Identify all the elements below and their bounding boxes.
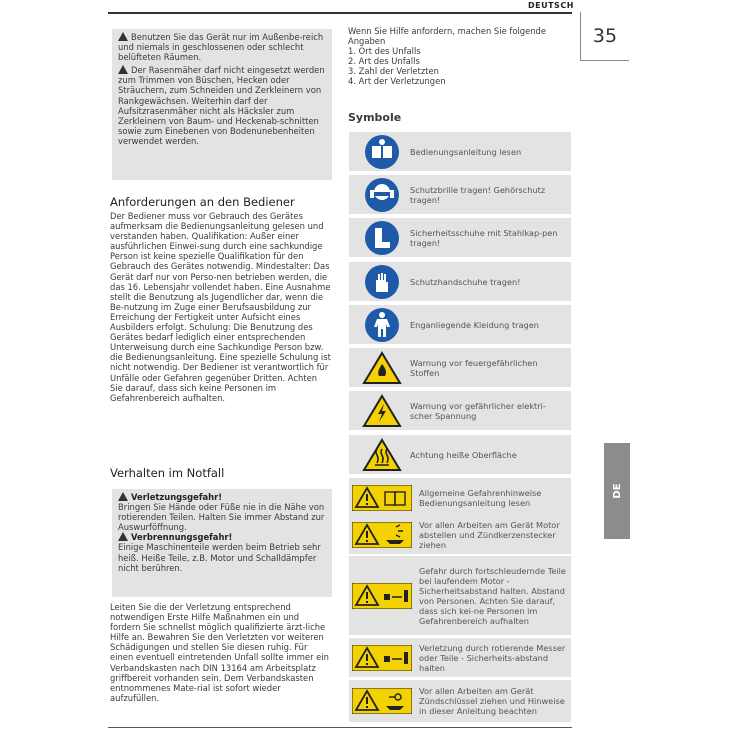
symbol-row: Allgemeine Gefahrenhinweise Bedienungsanleitung lesen bbox=[349, 478, 571, 517]
thrown-objects-icon bbox=[352, 583, 412, 609]
danger-title-burn: Verbrennungsgefahr! bbox=[131, 532, 233, 543]
footer-rule bbox=[108, 727, 572, 728]
warning-triangle-icon bbox=[118, 65, 128, 74]
danger-title-injury: Verletzungsgefahr! bbox=[131, 492, 223, 502]
hot-surface-warning-icon bbox=[361, 437, 403, 473]
emergency-info-list bbox=[348, 26, 574, 87]
page-number: 35 bbox=[580, 12, 629, 61]
symbol-row: Vor allen Arbeiten am Gerät Motor abstellen und Zündkerzenstecker ziehen bbox=[349, 515, 571, 554]
symbol-row: Verletzung durch rotierende Messer oder Teile - Sicherheits-abstand halten bbox=[349, 638, 571, 677]
gloves-icon bbox=[361, 264, 403, 300]
symbol-row: Achtung heiße Oberfläche bbox=[349, 435, 571, 474]
safety-boots-icon bbox=[361, 220, 403, 256]
electric-warning-icon bbox=[361, 393, 403, 429]
flammable-warning-icon bbox=[361, 350, 403, 386]
emergency-info-item: 1. Ort des Unfalls bbox=[348, 46, 421, 57]
anforderungen-text: Der Bediener muss vor Gebrauch des Gerätes aufmerksam die Bedienungsanleitung gelesen und verstanden haben. Qualifikation: Außer einer ausführlichen Einwei-sung durch eine sachkundige Person ist keine spezielle Qualifikation für den Gebrauch des Gerätes notwendig. Mindestalter: Das Gerät darf nur von Perso-nen betrieben werden, die das 16. Lebensjahr vollendet haben. Eine Ausnahme stellt die Benutzung als Jugendlicher dar, wenn die Be-nutzung im Zuge einer Berufsausbildung zur Erreichung der Fertigkeit unter Aufsicht eines Ausbilders erfolgt. Schulung: Die Benutzung des Gerätes bedarf lediglich einer entsprechenden Unterweisung durch eine Sachkundige Person bzw. die Bedienungsanleitung. Eine spezielle Schulung ist nicht notwendig. Der Bediener ist verantwortlich für Unfälle oder Gefahren gegenüber Dritten. Achten Sie darauf, dass sich keine Personen im Gefahrenbereich aufhalten. bbox=[110, 211, 331, 403]
symbol-row: Gefahr durch fortschleudernde Teile bei laufendem Motor - Sicherheitsabstand halten. Abstand von Personen. Achten Sie darauf, dass sich kei-ne Personen im Gefahrenbereich aufhalten bbox=[349, 556, 571, 635]
language-tab-label: DE bbox=[611, 483, 623, 499]
read-manual-icon bbox=[361, 134, 403, 170]
remove-key-icon bbox=[352, 688, 412, 714]
warning-outdoor: Benutzen Sie das Gerät nur im Außenbe-reich und niemals in geschlossenen oder schlecht belüfteten Räumen. bbox=[118, 32, 324, 63]
symbol-row: Warnung vor gefährlicher elektri-scher Spannung bbox=[349, 391, 571, 430]
section-title-symbole: Symbole bbox=[348, 111, 402, 124]
warning-triangle-icon bbox=[118, 32, 128, 41]
warning-triangle-icon bbox=[118, 532, 128, 541]
language-header: DEUTSCH bbox=[528, 1, 574, 10]
eye-ear-protection-icon bbox=[361, 177, 403, 213]
symbol-row: Schutzbrille tragen! Gehörschutz tragen! bbox=[349, 175, 571, 214]
section-title-notfall: Verhalten im Notfall bbox=[110, 466, 225, 480]
symbol-row: Vor allen Arbeiten am Gerät Zündschlüssel ziehen und Hinweise in dieser Anleitung beachten bbox=[349, 680, 571, 722]
emergency-info-item: 3. Zahl der Verletzten bbox=[348, 66, 439, 77]
section-title-anforderungen: Anforderungen an den Bediener bbox=[110, 195, 295, 209]
symbol-row: Warnung vor feuergefährlichen Stoffen bbox=[349, 348, 571, 387]
danger-text-injury: Bringen Sie Hände oder Füße nie in die Nähe von rotierenden Teilen. Halten Sie immer Abstand zur Auswurföffnung. bbox=[118, 502, 325, 533]
symbol-row: Enganliegende Kleidung tragen bbox=[349, 305, 571, 344]
symbol-row: Bedienungsanleitung lesen bbox=[349, 132, 571, 171]
emergency-info-item: 2. Art des Unfalls bbox=[348, 56, 420, 67]
language-tab bbox=[604, 443, 630, 539]
emergency-info-lead: Wenn Sie Hilfe anfordern, machen Sie folgende Angaben bbox=[348, 26, 547, 47]
warning-mower-use: Der Rasenmäher darf nicht eingesetzt werden zum Trimmen von Büschen, Hecken oder Sträuchern, zum Schneiden und Zerkleinern von Rankgewächsen. Weiterhin darf der Aufsitzrasenmäher nicht als Häcksler zum Zerkleinern von Baum- und Heckenab-schnitten sowie zum Einebenen von Bodenunebenheiten verwendet werden. bbox=[118, 65, 325, 146]
danger-text-burn: Einige Maschinenteile werden beim Betrieb sehr heiß. Heiße Teile, z.B. Motor und Schalldämpfer nicht berühren. bbox=[118, 542, 321, 573]
usage-warning-box bbox=[112, 29, 332, 180]
stop-engine-icon bbox=[352, 522, 412, 548]
close-fitting-clothing-icon bbox=[361, 307, 403, 343]
emergency-info-item: 4. Art der Verletzungen bbox=[348, 76, 446, 87]
rotating-blades-icon bbox=[352, 645, 412, 671]
symbol-row: Sicherheitsschuhe mit Stahlkap-pen tragen! bbox=[349, 218, 571, 257]
general-hazard-manual-icon bbox=[352, 485, 412, 511]
header-rule bbox=[108, 12, 572, 14]
symbol-row: Schutzhandschuhe tragen! bbox=[349, 262, 571, 301]
emergency-danger-box bbox=[112, 489, 332, 597]
notfall-text: Leiten Sie die der Verletzung entsprechend notwendigen Erste Hilfe Maßnahmen ein und fordern Sie schnellst möglich qualifizierte ärzt-liche Hilfe an. Bewahren Sie den Verletzten vor weiteren Schädigungen und stellen Sie diesen ruhig. Für einen eventuell eintretenden Unfall sollte immer ein Verbandskasten nach DIN 13164 am Arbeitsplatz griffbereit vorhanden sein. Dem Verbandskasten entnommenes Mate-rial ist sofort wieder aufzufüllen. bbox=[110, 602, 329, 703]
warning-triangle-icon bbox=[118, 492, 128, 501]
